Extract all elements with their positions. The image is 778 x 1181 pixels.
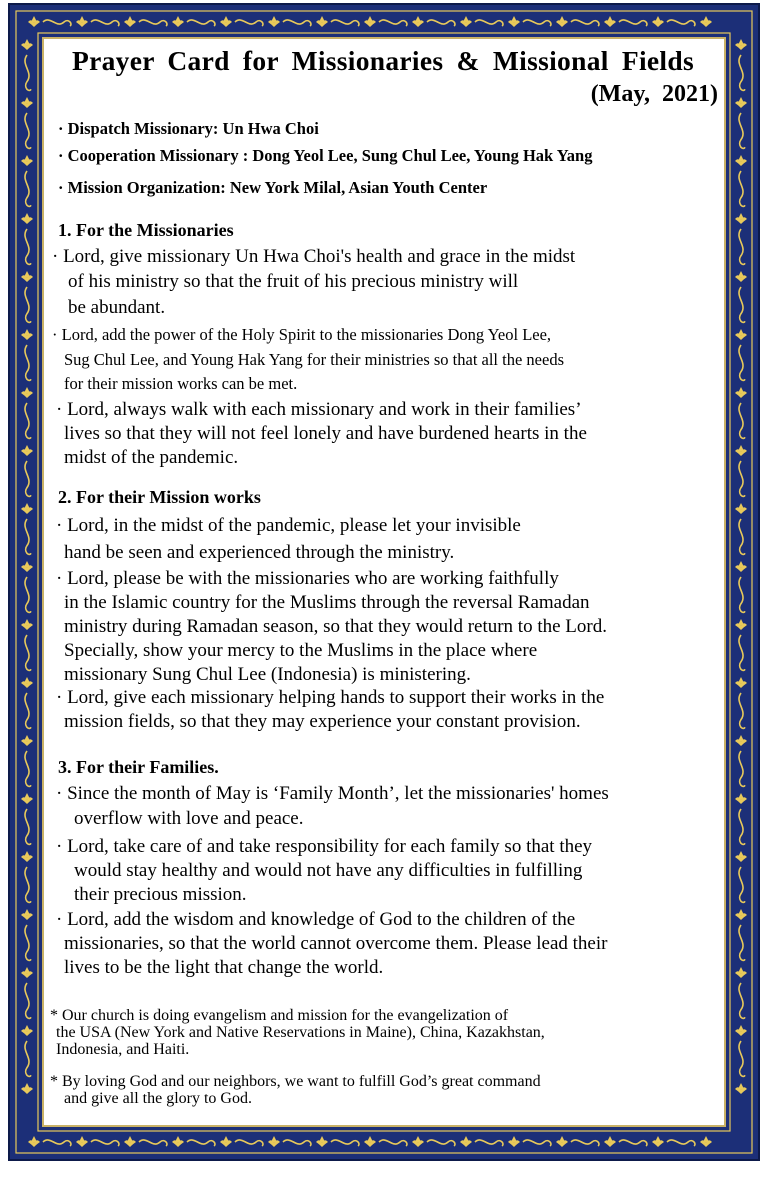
scroll-ornament xyxy=(739,55,745,90)
section-1-line: of his ministry so that the fruit of his precious ministry will xyxy=(68,271,519,292)
scroll-ornament xyxy=(25,1041,31,1076)
scroll-ornament xyxy=(25,867,31,902)
scroll-ornament xyxy=(25,809,31,844)
great-command-note xyxy=(50,1073,541,1107)
scroll-ornament xyxy=(235,1140,263,1146)
note-line: and give all the glory to God. xyxy=(64,1090,252,1107)
section-3-line: · Lord, take care of and take responsibility for each family so that they xyxy=(56,836,593,857)
scroll-ornament xyxy=(43,1140,71,1146)
scroll-ornament xyxy=(667,1140,695,1146)
scroll-ornament xyxy=(25,983,31,1018)
scroll-ornament xyxy=(739,1041,745,1076)
scroll-ornament xyxy=(331,1140,359,1146)
scroll-ornament xyxy=(739,171,745,206)
section-1-line: for their mission works can be met. xyxy=(64,374,298,393)
section-2-line: · Lord, please be with the missionaries who are working faithfully xyxy=(56,568,559,589)
scroll-ornament xyxy=(283,20,311,26)
scroll-ornament xyxy=(739,983,745,1018)
note-line: * Our church is doing evangelism and mission for the evangelization of xyxy=(50,1007,509,1024)
scroll-ornament xyxy=(235,20,263,26)
scroll-ornament xyxy=(25,345,31,380)
prayer-card xyxy=(8,3,760,1161)
section-3-line: lives to be the light that change the world. xyxy=(64,957,384,978)
scroll-ornament xyxy=(739,635,745,670)
section-heading-families: 3. For their Families. xyxy=(58,757,219,777)
scroll-ornament xyxy=(139,1140,167,1146)
scroll-ornament xyxy=(25,55,31,90)
scroll-ornament xyxy=(43,20,71,26)
page-title: Prayer Card for Missionaries & Missional Fields xyxy=(72,45,694,76)
scroll-ornament xyxy=(739,461,745,496)
scroll-ornament xyxy=(283,1140,311,1146)
scroll-ornament xyxy=(571,20,599,26)
scroll-ornament xyxy=(619,1140,647,1146)
section-1-line: be abundant. xyxy=(68,297,166,318)
scroll-ornament xyxy=(139,20,167,26)
section-heading-missionaries: 1. For the Missionaries xyxy=(58,220,234,240)
scroll-ornament xyxy=(379,20,407,26)
scroll-ornament xyxy=(25,693,31,728)
scroll-ornament xyxy=(739,519,745,554)
scroll-ornament xyxy=(739,867,745,902)
scroll-ornament xyxy=(619,20,647,26)
scroll-ornament xyxy=(25,229,31,264)
section-2-line: in the Islamic country for the Muslims through the reversal Ramadan xyxy=(64,592,590,613)
section-1-line: midst of the pandemic. xyxy=(64,447,239,468)
scroll-ornament xyxy=(739,113,745,148)
cooperation-missionary: · Cooperation Missionary : Dong Yeol Lee, Sung Chul Lee, Young Hak Yang xyxy=(58,146,593,165)
section-1-line: · Lord, always walk with each missionary and work in their families’ xyxy=(56,399,582,420)
section-1-line: Sug Chul Lee, and Young Hak Yang for their ministries so that all the needs xyxy=(64,350,564,369)
scroll-ornament xyxy=(25,519,31,554)
scroll-ornament xyxy=(25,403,31,438)
section-1-line: · Lord, give missionary Un Hwa Choi's health and grace in the midst xyxy=(52,246,576,267)
section-2-line: · Lord, in the midst of the pandemic, please let your invisible xyxy=(56,515,521,536)
scroll-ornament xyxy=(523,1140,551,1146)
note-line: * By loving God and our neighbors, we want to fulfill God’s great command xyxy=(50,1073,541,1090)
scroll-ornament xyxy=(667,20,695,26)
scroll-ornament xyxy=(331,20,359,26)
section-2-line: mission fields, so that they may experience your constant provision. xyxy=(64,711,581,732)
scroll-ornament xyxy=(523,20,551,26)
scroll-ornament xyxy=(739,577,745,612)
scroll-ornament xyxy=(25,751,31,786)
section-3-line: would stay healthy and would not have any difficulties in fulfilling xyxy=(74,860,583,881)
scroll-ornament xyxy=(427,20,455,26)
section-1-line: · Lord, add the power of the Holy Spirit to the missionaries Dong Yeol Lee, xyxy=(52,325,552,344)
scroll-ornament xyxy=(739,287,745,322)
dispatch-missionary: · Dispatch Missionary: Un Hwa Choi xyxy=(58,119,319,138)
scroll-ornament xyxy=(427,1140,455,1146)
section-3-line: · Since the month of May is ‘Family Month’, let the missionaries' homes xyxy=(56,783,609,804)
scroll-ornament xyxy=(25,113,31,148)
scroll-ornament xyxy=(25,171,31,206)
section-3-line: overflow with love and peace. xyxy=(74,808,304,829)
scroll-ornament xyxy=(739,229,745,264)
scroll-ornament xyxy=(739,693,745,728)
church-mission-note xyxy=(50,1007,545,1058)
section-3-line: their precious mission. xyxy=(74,884,247,905)
section-heading-mission-works: 2. For their Mission works xyxy=(58,487,261,507)
section-3-line: missionaries, so that the world cannot overcome them. Please lead their xyxy=(64,933,608,954)
section-3-line: · Lord, add the wisdom and knowledge of God to the children of the xyxy=(56,909,576,930)
scroll-ornament xyxy=(187,1140,215,1146)
mission-organization: · Mission Organization: New York Milal, Asian Youth Center xyxy=(58,178,488,197)
scroll-ornament xyxy=(187,20,215,26)
note-line: the USA (New York and Native Reservations in Maine), China, Kazakhstan, xyxy=(56,1024,545,1041)
section-2-line: · Lord, give each missionary helping hands to support their works in the xyxy=(56,687,605,708)
section-1-line: lives so that they will not feel lonely and have burdened hearts in the xyxy=(64,423,587,444)
scroll-ornament xyxy=(25,287,31,322)
scroll-ornament xyxy=(739,809,745,844)
section-2-line: Specially, show your mercy to the Muslims in the place where xyxy=(64,640,538,661)
scroll-ornament xyxy=(739,751,745,786)
scroll-ornament xyxy=(25,635,31,670)
section-2-line: hand be seen and experienced through the ministry. xyxy=(64,542,455,563)
scroll-ornament xyxy=(571,1140,599,1146)
scroll-ornament xyxy=(475,1140,503,1146)
scroll-ornament xyxy=(25,461,31,496)
scroll-ornament xyxy=(91,1140,119,1146)
note-line: Indonesia, and Haiti. xyxy=(56,1041,190,1058)
scroll-ornament xyxy=(739,345,745,380)
scroll-ornament xyxy=(379,1140,407,1146)
scroll-ornament xyxy=(25,925,31,960)
scroll-ornament xyxy=(739,925,745,960)
scroll-ornament xyxy=(25,577,31,612)
card-date: (May, 2021) xyxy=(590,81,718,107)
section-2-line: ministry during Ramadan season, so that they would return to the Lord. xyxy=(64,616,607,637)
scroll-ornament xyxy=(739,403,745,438)
card-content xyxy=(42,37,726,1127)
scroll-ornament xyxy=(91,20,119,26)
section-2-line: missionary Sung Chul Lee (Indonesia) is ministering. xyxy=(64,664,471,685)
scroll-ornament xyxy=(475,20,503,26)
